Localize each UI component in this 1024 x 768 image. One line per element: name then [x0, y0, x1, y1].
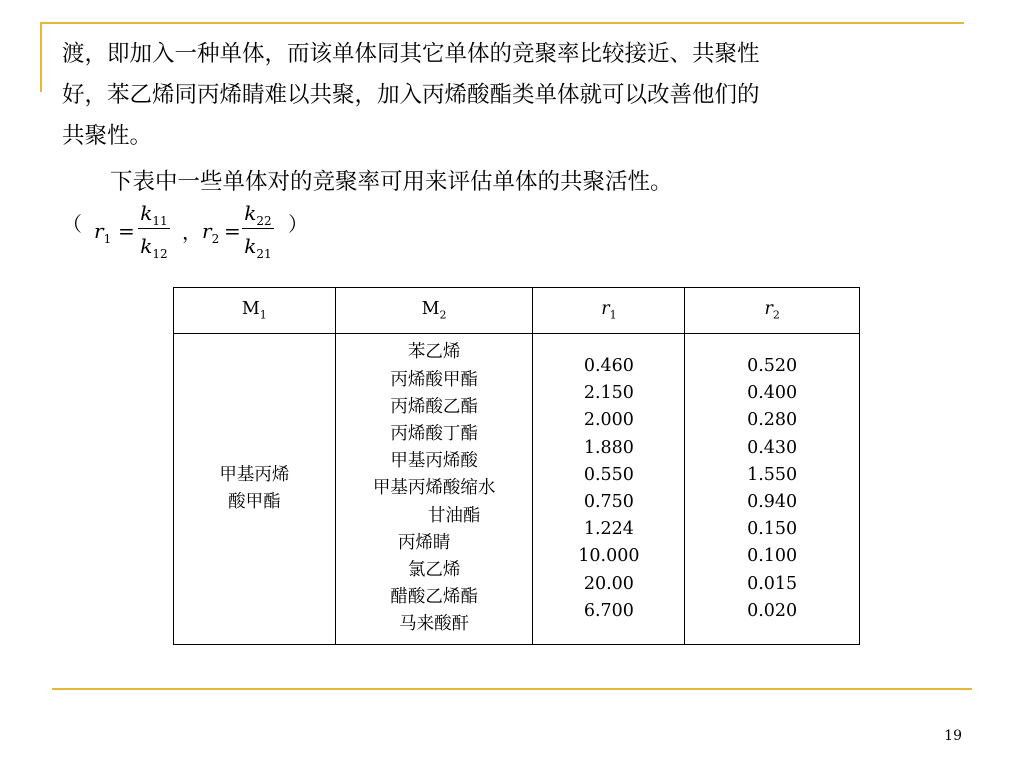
m2-monomer-item: 甲基丙烯酸缩水 [372, 478, 496, 499]
r1-value-item: 0.750 [583, 492, 634, 512]
left-accent-line [40, 22, 42, 92]
r2-value-item: 0.100 [747, 546, 798, 567]
fraction-denominator: $k_{12}$ [140, 234, 168, 261]
formula-equals-1: = [118, 219, 135, 243]
paragraph-line: 共聚性。 [62, 123, 153, 149]
r2-value-item: 0.015 [747, 573, 798, 594]
r2-value-item: 1.550 [747, 464, 798, 485]
r1-value-item: 10.000 [578, 546, 640, 567]
r2-value-item: 0.020 [747, 600, 798, 621]
formula-fraction-1 [138, 200, 170, 259]
m2-monomer-item: 丙烯酸甲酯 [390, 369, 478, 390]
formula-close-paren: ） [288, 212, 308, 236]
m2-monomer-item: 苯乙烯 [407, 342, 461, 363]
r1-value-item: 2.150 [583, 383, 634, 404]
r2-value-item: 0.400 [747, 383, 798, 404]
m2-monomer-item: 甲基丙烯酸 [390, 451, 478, 472]
fraction-numerator: $k_{22}$ [244, 201, 272, 228]
m2-monomer-item: 丙烯睛 [397, 532, 451, 553]
r1-value-item: 6.700 [583, 600, 634, 621]
fraction-bar [138, 228, 170, 229]
r1-value-item: 0.550 [583, 464, 634, 485]
table-row [174, 334, 860, 645]
r2-value-item: 0.430 [747, 437, 798, 458]
header-r1: $r_1$ [533, 288, 685, 334]
r1-value-item: 1.880 [583, 437, 634, 458]
r2-value-item: 0.150 [747, 519, 798, 540]
r2-list [685, 353, 859, 625]
m2-monomer-item: 丙烯酸乙酯 [390, 396, 478, 417]
m1-name-line: 酸甲酯 [228, 492, 281, 512]
paragraph-line: 渡，即加入一种单体，而该单体同其它单体的竞聚率比较接近、共聚性 [62, 41, 760, 67]
r2-value-item: 0.520 [747, 355, 798, 376]
r2-value-item: 0.940 [747, 492, 798, 512]
m2-monomer-item: 马来酸酐 [399, 614, 470, 635]
formula-open-paren: （ [62, 212, 82, 236]
table-header-row [174, 288, 860, 334]
formula-comma: ， [182, 220, 202, 244]
reactivity-ratio-table [173, 287, 860, 645]
m2-list [336, 339, 533, 638]
top-divider-line [40, 22, 964, 24]
formula-equals-2: = [224, 219, 241, 243]
paragraph-line: 好，苯乙烯同丙烯睛难以共聚，加入丙烯酸酯类单体就可以改善他们的 [62, 82, 760, 108]
cell-m1-monomer [174, 334, 336, 645]
m2-monomer-item: 醋酸乙烯酯 [390, 587, 478, 608]
bottom-divider-line [52, 688, 972, 690]
m2-monomer-item: 氯乙烯 [407, 560, 461, 580]
m1-name-line: 甲基丙烯 [219, 465, 290, 485]
r1-value-item: 2.000 [583, 410, 634, 431]
page-number: 19 [944, 728, 962, 744]
m2-monomer-item: 甘油酯 [427, 505, 481, 526]
paragraph-copolymer-text [62, 34, 962, 157]
cell-r1-values [533, 334, 685, 645]
formula-r1: $r_1$ [94, 219, 112, 246]
r1-value-item: 1.224 [583, 519, 634, 540]
formula-fraction-2 [242, 200, 274, 259]
cell-r2-values [685, 334, 860, 645]
r1-list [533, 353, 684, 625]
header-m1: $M_1$ [174, 288, 336, 334]
r2-value-item: 0.280 [747, 410, 798, 431]
m2-monomer-item: 丙烯酸丁酯 [390, 423, 478, 444]
reactivity-ratio-formula [62, 198, 362, 268]
r1-value-item: 20.00 [583, 573, 634, 594]
header-m2: $M_2$ [335, 288, 533, 334]
fraction-numerator: $k_{11}$ [140, 201, 168, 228]
formula-r2: $r_2$ [202, 219, 220, 246]
r1-value-item: 0.460 [583, 355, 634, 376]
paragraph-table-intro: 下表中一些单体对的竞聚率可用来评估单体的共聚活性。 [110, 169, 673, 195]
cell-m2-monomers [335, 334, 533, 645]
fraction-bar [242, 228, 274, 229]
header-r2: $r_2$ [685, 288, 860, 334]
fraction-denominator: $k_{21}$ [244, 234, 272, 261]
